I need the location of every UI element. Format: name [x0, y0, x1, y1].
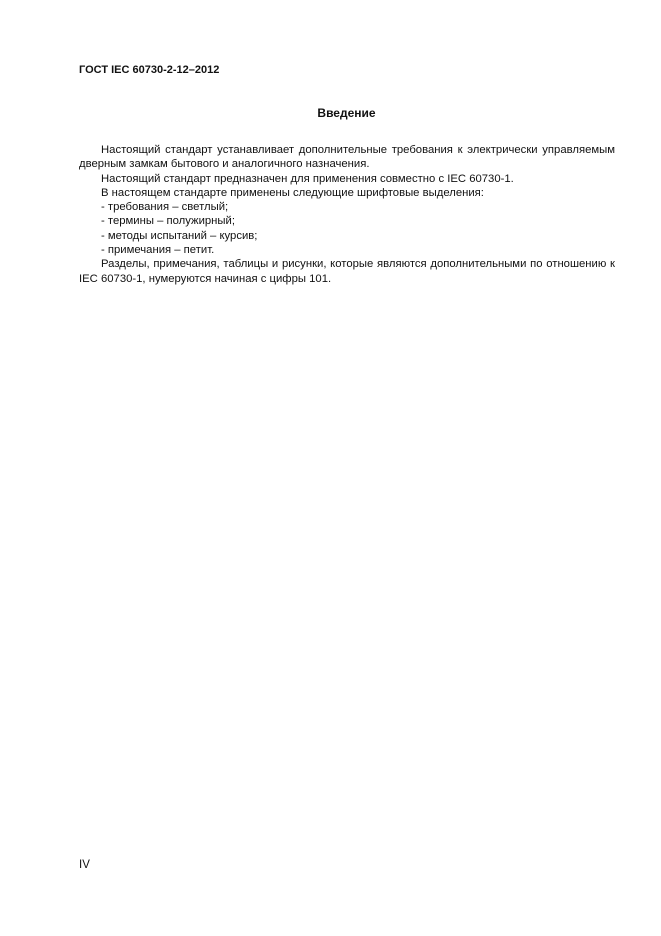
list-item-notes: - примечания – петит. — [101, 244, 215, 257]
list-item-requirements: - требования – светлый; — [101, 201, 229, 214]
document-header-code: ГОСТ IEC 60730-2-12–2012 — [79, 64, 220, 76]
page-number: IV — [79, 859, 90, 871]
section-body — [79, 143, 615, 286]
section-title: Введение — [317, 106, 376, 120]
paragraph-usage: Настоящий стандарт предназначен для применения совместно с IEC 60730-1. — [101, 172, 514, 185]
list-item-test-methods: - методы испытаний – курсив; — [101, 229, 258, 242]
paragraph-numbering: Разделы, примечания, таблицы и рисунки, которые являются дополнительными по отношению к IEC 60730-1, нумеруются начиная с цифры 101. — [79, 258, 615, 285]
list-item-terms: - термины – полужирный; — [101, 215, 235, 228]
paragraph-scope: Настоящий стандарт устанавливает дополнительные требования к электрически управляемым дверным замкам бытового и аналогичного назначения. — [79, 144, 615, 171]
paragraph-font-conventions: В настоящем стандарте применены следующие шрифтовые выделения: — [101, 186, 484, 199]
